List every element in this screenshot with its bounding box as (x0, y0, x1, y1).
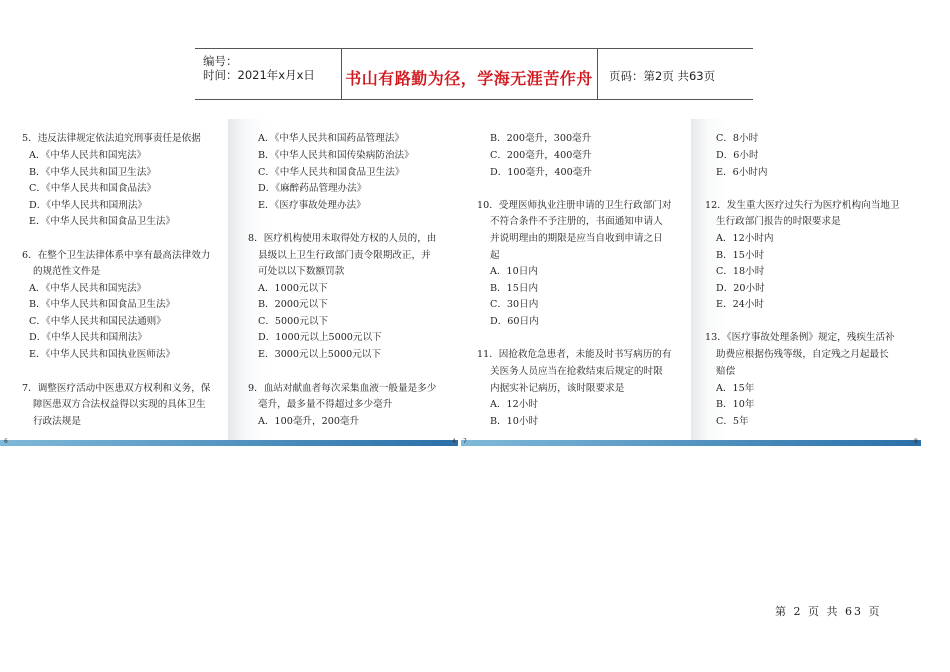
question-line: 助费应根据伤残等级，自定残之月起最长 (716, 349, 889, 360)
option-line: D．20小时 (716, 283, 765, 294)
option-line: A．1000元以下 (258, 283, 328, 294)
question-line: 8．医疗机构使用未取得处方权的人员的，由 (248, 233, 437, 244)
option-line: B．15小时 (716, 250, 765, 261)
header-motto-cell (341, 49, 598, 99)
number-label: 编号： (203, 54, 238, 68)
option-line: E．6小时内 (716, 167, 768, 178)
page-bottom-bar-right (461, 440, 921, 446)
option-line: C．5000元以下 (258, 316, 329, 327)
option-line: B．15日内 (490, 283, 539, 294)
option-line: C．30日内 (490, 299, 539, 310)
page-footer: 第 2 页 共 63 页 (775, 605, 882, 618)
option-line: D．1000元以上5000元以下 (258, 332, 382, 343)
page-bottom-bar-left (0, 440, 458, 446)
question-line: 11．因抢救危急患者，未能及时书写病历的有 (477, 349, 672, 360)
option-line: A．《中华人民共和国宪法》 (29, 283, 147, 294)
option-line: D．《中华人民共和国刑法》 (29, 200, 148, 211)
question-line: 毫升，最多量不得超过多少毫升 (258, 399, 393, 410)
option-line: A．10日内 (490, 266, 538, 277)
page-mark: 7 (463, 438, 467, 445)
option-line: B．10小时 (490, 416, 539, 427)
option-line: C．《中华人民共和国民法通则》 (29, 316, 166, 327)
question-line: 12．发生重大医疗过失行为医疗机构向当地卫 (705, 200, 900, 211)
question-line: 9．血站对献血者每次采集血液一般量是多少 (248, 383, 437, 394)
question-line: 的规范性文件是 (33, 266, 101, 277)
option-line: D．《麻醉药品管理办法》 (258, 183, 367, 194)
option-line: C．《中华人民共和国食品卫生法》 (258, 167, 405, 178)
option-line: B．《中华人民共和国卫生法》 (29, 167, 156, 178)
option-line: B．《中华人民共和国食品卫生法》 (29, 299, 176, 310)
option-line: C．18小时 (716, 266, 765, 277)
question-line: 内据实补记病历，该时限要求是 (490, 383, 625, 394)
option-line: B．2000元以下 (258, 299, 328, 310)
question-line: 5．违反法律规定依法追究刑事责任是依据 (22, 133, 201, 144)
question-line: 可处以以下数额罚款 (258, 266, 345, 277)
question-line: 行政法规是 (33, 416, 81, 427)
option-line: B．10年 (716, 399, 755, 410)
time-label: 时间：2021年x月x日 (203, 68, 315, 82)
option-line: A．12小时内 (716, 233, 774, 244)
question-line: 生行政部门报告的时限要求是 (716, 216, 841, 227)
option-line: A．15年 (716, 383, 755, 394)
option-line: B．200毫升，300毫升 (490, 133, 592, 144)
question-line: 赔偿 (716, 366, 736, 377)
question-line: 不符合条件不予注册的，书面通知申请人 (490, 216, 663, 227)
option-line: E．《中华人民共和国食品卫生法》 (29, 216, 176, 227)
option-line: C．8小时 (716, 133, 759, 144)
question-line: 县级以上卫生行政部门责令限期改正，并 (258, 250, 431, 261)
question-line: 起 (490, 250, 500, 261)
question-line: 7．调整医疗活动中医患双方权利和义务，保 (22, 383, 211, 394)
option-line: D．60日内 (490, 316, 539, 327)
option-line: C．5年 (716, 416, 749, 427)
option-line: E．《中华人民共和国执业医师法》 (29, 349, 176, 360)
option-line: C．《中华人民共和国食品法》 (29, 183, 157, 194)
header-info-cell (195, 49, 342, 99)
page-mark: 8 (914, 438, 918, 445)
option-line: C．200毫升，400毫升 (490, 150, 592, 161)
option-line: E．《医疗事故处理办法》 (258, 200, 366, 211)
option-line: B．《中华人民共和国传染病防治法》 (258, 150, 414, 161)
page-label: 页码：第2页 共63页 (609, 69, 716, 83)
question-line: 并说明理由的期限是应当自收到申请之日 (490, 233, 663, 244)
option-line: A．《中华人民共和国宪法》 (29, 150, 147, 161)
option-line: E．24小时 (716, 299, 764, 310)
question-line: 6．在整个卫生法律体系中享有最高法律效力 (22, 250, 211, 261)
question-line: 13．《医疗事故处理条例》规定，残疾生活补 (705, 332, 895, 343)
motto: 书山有路勤为径，学海无涯苦作舟 (345, 69, 593, 88)
option-line: D．6小时 (716, 150, 759, 161)
option-line: E．3000元以上5000元以下 (258, 349, 381, 360)
page-mark: 4 (452, 438, 456, 445)
header-table (195, 48, 753, 100)
page-mark: 6 (4, 438, 8, 445)
option-line: A．100毫升，200毫升 (258, 416, 360, 427)
question-line: 障医患双方合法权益得以实现的具体卫生 (33, 399, 206, 410)
option-line: D．100毫升，400毫升 (490, 167, 592, 178)
question-line: 关医务人员应当在抢救结束后规定的时限 (490, 366, 663, 377)
header-page-cell (597, 49, 753, 99)
option-line: D．《中华人民共和国刑法》 (29, 332, 148, 343)
option-line: A．12小时 (490, 399, 538, 410)
question-line: 10．受理医师执业注册申请的卫生行政部门对 (477, 200, 672, 211)
option-line: A．《中华人民共和国药品管理法》 (258, 133, 405, 144)
